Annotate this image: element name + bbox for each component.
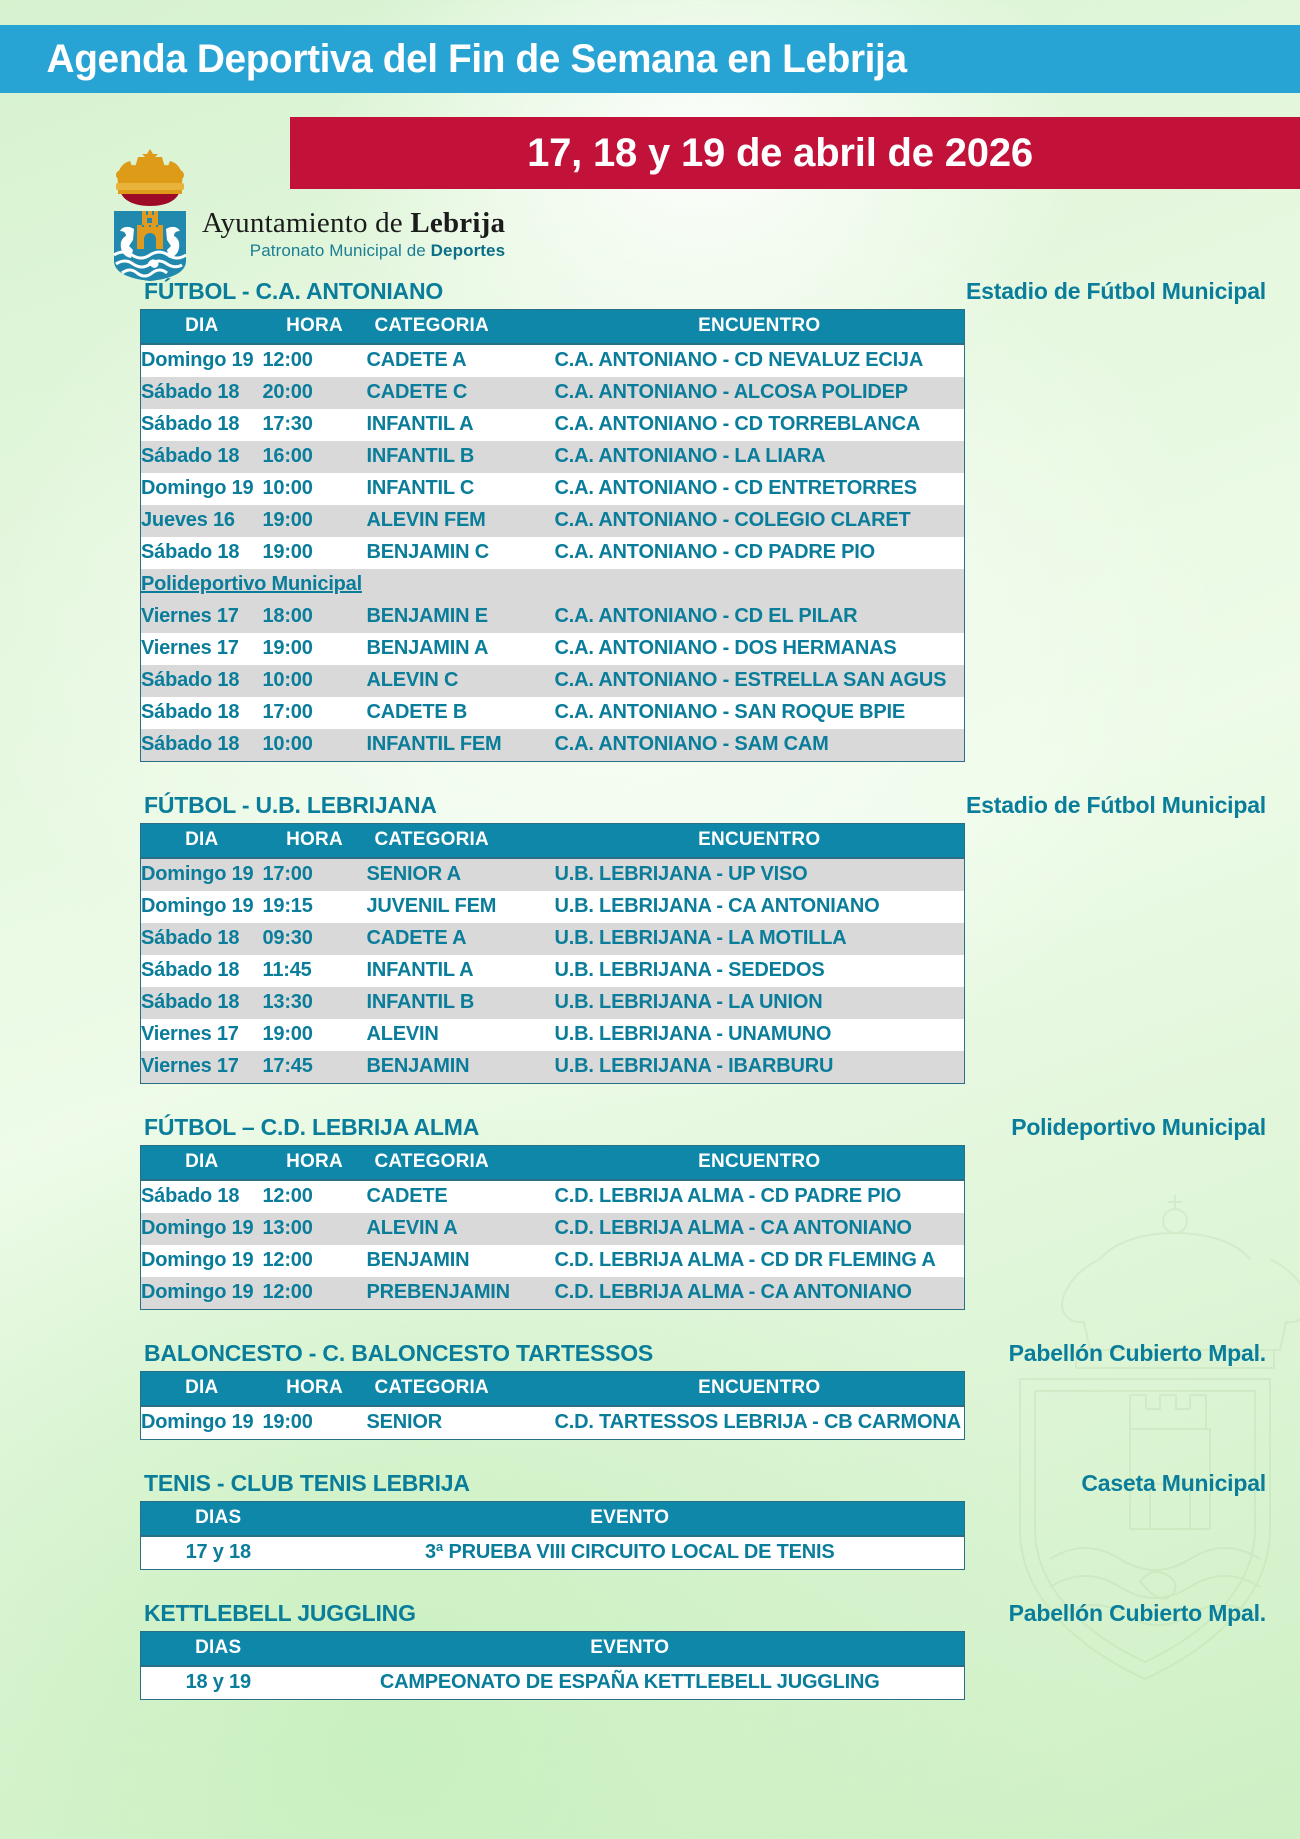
cell-encuentro: C.A. ANTONIANO - ALCOSA POLIDEP <box>555 377 965 409</box>
table-row <box>141 1406 965 1440</box>
cell-dia: Domingo 19 <box>141 349 254 371</box>
table-row <box>141 923 965 955</box>
cell-encuentro: U.B. LEBRIJANA - LA MOTILLA <box>555 923 965 955</box>
cell-encuentro: C.A. ANTONIANO - CD TORREBLANCA <box>554 413 921 435</box>
table-row <box>141 729 965 762</box>
column-header-hora: HORA <box>263 1372 367 1407</box>
cell-hora: 12:00 <box>262 1185 313 1207</box>
cell-encuentro: U.B. LEBRIJANA - CA ANTONIANO <box>554 895 880 917</box>
cell-dia: Sábado 18 <box>141 541 240 563</box>
cell-hora: 11:45 <box>262 959 312 981</box>
table-row <box>141 377 965 409</box>
column-header-enc: ENCUENTRO <box>555 824 965 859</box>
table-header-row <box>141 310 965 345</box>
table-row <box>141 987 965 1019</box>
date-text: 17, 18 y 19 de abril de 2026 <box>527 130 1033 175</box>
cell-dia: Viernes 17 <box>141 1023 239 1045</box>
cell-hora: 19:00 <box>262 637 313 659</box>
section-venue: Polideportivo Municipal <box>1011 1114 1266 1140</box>
column-header-cat: CATEGORIA <box>367 1146 555 1181</box>
agenda-table <box>140 1501 965 1570</box>
cell-encuentro: C.A. ANTONIANO - CD EL PILAR <box>555 601 965 633</box>
table-row <box>141 505 965 537</box>
cell-hora: 18:00 <box>263 601 367 633</box>
column-header-cat: CATEGORIA <box>367 824 555 859</box>
cell-hora: 19:00 <box>262 541 313 563</box>
cell-dia: Domingo 19 <box>141 858 263 891</box>
table-row <box>141 1213 965 1245</box>
brand-line-2: Patronato Municipal de Deportes <box>249 241 506 260</box>
cell-dia: Sábado 18 <box>141 1185 240 1207</box>
cell-categoria: CADETE B <box>366 701 468 723</box>
agenda-table <box>140 1145 965 1310</box>
table-row <box>141 1245 965 1277</box>
cell-dia: Sábado 18 <box>141 729 263 762</box>
cell-dia: Sábado 18 <box>141 959 240 981</box>
cell-encuentro: C.A. ANTONIANO - LA LIARA <box>555 441 965 473</box>
agenda-section <box>0 1470 1300 1570</box>
section-venue: Estadio de Fútbol Municipal <box>966 792 1266 818</box>
cell-hora: 12:00 <box>262 349 313 371</box>
agenda-table <box>140 1631 965 1700</box>
table-header-row <box>141 1502 965 1537</box>
cell-dia: Domingo 19 <box>141 477 254 499</box>
lebrija-coat-of-arms-icon <box>104 143 196 281</box>
cell-categoria: BENJAMIN <box>367 1051 555 1084</box>
agenda-table <box>140 1371 965 1440</box>
table-row <box>141 955 965 987</box>
section-venue: Caseta Municipal <box>1081 1470 1266 1496</box>
cell-categoria: INFANTIL A <box>366 413 474 435</box>
column-header-enc: ENCUENTRO <box>555 1146 965 1181</box>
cell-hora: 17:00 <box>263 858 367 891</box>
agenda-table <box>140 309 965 762</box>
cell-dia: Sábado 18 <box>141 413 240 435</box>
cell-hora: 10:00 <box>262 477 313 499</box>
section-header <box>0 1600 1300 1627</box>
column-header-hora: HORA <box>263 310 367 345</box>
cell-categoria: INFANTIL B <box>367 441 555 473</box>
cell-dia: Viernes 17 <box>141 1051 263 1084</box>
table-header-row <box>141 824 965 859</box>
cell-encuentro: C.A. ANTONIANO - SAN ROQUE BPIE <box>554 701 905 723</box>
cell-dia: Domingo 19 <box>141 1249 254 1271</box>
table-row <box>141 473 965 505</box>
section-title: KETTLEBELL JUGGLING <box>144 1600 416 1626</box>
column-header-event: EVENTO <box>296 1502 965 1537</box>
cell-categoria: CADETE A <box>367 923 555 955</box>
table-row <box>141 1536 965 1570</box>
table-row <box>141 665 965 697</box>
cell-encuentro: U.B. LEBRIJANA - LA UNION <box>555 987 965 1019</box>
table-row <box>141 441 965 473</box>
cell-dias: 17 y 18 <box>185 1541 251 1563</box>
table-row <box>141 633 965 665</box>
column-header-hora: HORA <box>263 824 367 859</box>
cell-dia: Jueves 16 <box>141 505 263 537</box>
cell-hora: 19:00 <box>263 505 367 537</box>
cell-encuentro: C.D. LEBRIJA ALMA - CA ANTONIANO <box>555 1213 965 1245</box>
cell-dia: Domingo 19 <box>141 895 254 917</box>
section-title: BALONCESTO - C. BALONCESTO TARTESSOS <box>144 1340 654 1366</box>
cell-hora: 19:00 <box>262 1023 313 1045</box>
cell-encuentro: C.D. LEBRIJA ALMA - CA ANTONIANO <box>555 1277 965 1310</box>
cell-categoria: PREBENJAMIN <box>367 1277 555 1310</box>
section-header <box>0 792 1300 819</box>
section-title: FÚTBOL - C.A. ANTONIANO <box>144 278 444 304</box>
table-header-row <box>141 1372 965 1407</box>
agenda-section <box>0 1340 1300 1440</box>
column-header-cat: CATEGORIA <box>367 310 555 345</box>
cell-dia: Viernes 17 <box>141 601 263 633</box>
cell-categoria: BENJAMIN A <box>366 637 489 659</box>
page-title: Agenda Deportiva del Fin de Semana en Lebrija <box>46 36 907 81</box>
section-venue: Pabellón Cubierto Mpal. <box>1008 1340 1266 1366</box>
column-header-event: EVENTO <box>296 1632 965 1667</box>
cell-categoria: INFANTIL B <box>367 987 555 1019</box>
cell-categoria: CADETE <box>366 1185 448 1207</box>
cell-dia: Domingo 19 <box>141 1411 254 1433</box>
table-row <box>141 1019 965 1051</box>
column-header-hora: HORA <box>263 1146 367 1181</box>
cell-categoria: ALEVIN A <box>367 1213 555 1245</box>
cell-dia: Domingo 19 <box>141 1277 263 1310</box>
cell-encuentro: C.A. ANTONIANO - CD ENTRETORRES <box>554 477 917 499</box>
table-row <box>141 1666 965 1700</box>
section-header <box>0 278 1300 305</box>
cell-encuentro: C.D. TARTESSOS LEBRIJA - CB CARMONA <box>554 1411 961 1433</box>
section-header <box>0 1340 1300 1367</box>
column-header-enc: ENCUENTRO <box>555 1372 965 1407</box>
cell-categoria: BENJAMIN E <box>367 601 555 633</box>
cell-categoria: ALEVIN <box>366 1023 439 1045</box>
cell-categoria: BENJAMIN <box>366 1249 470 1271</box>
cell-dia: Sábado 18 <box>141 701 240 723</box>
agenda-section <box>0 278 1300 762</box>
cell-hora: 09:30 <box>263 923 367 955</box>
cell-evento: 3ª PRUEBA VIII CIRCUITO LOCAL DE TENIS <box>425 1541 835 1563</box>
table-row <box>141 858 965 891</box>
cell-dia: Domingo 19 <box>141 1213 263 1245</box>
cell-dia: Sábado 18 <box>141 665 263 697</box>
page-title-bar <box>0 25 1300 93</box>
column-header-cat: CATEGORIA <box>367 1372 555 1407</box>
cell-categoria: ALEVIN C <box>367 665 555 697</box>
section-title: FÚTBOL - U.B. LEBRIJANA <box>144 792 437 818</box>
cell-encuentro: C.A. ANTONIANO - ESTRELLA SAN AGUS <box>555 665 965 697</box>
cell-hora: 17:00 <box>262 701 313 723</box>
cell-encuentro: U.B. LEBRIJANA - IBARBURU <box>555 1051 965 1084</box>
cell-dia: Sábado 18 <box>141 441 263 473</box>
cell-categoria: INFANTIL C <box>366 477 475 499</box>
cell-dia: Viernes 17 <box>141 637 239 659</box>
cell-hora: 13:00 <box>263 1213 367 1245</box>
column-header-dias: DIAS <box>141 1502 296 1537</box>
table-row <box>141 601 965 633</box>
cell-hora: 13:30 <box>263 987 367 1019</box>
column-header-dia: DIA <box>141 310 263 345</box>
section-venue: Estadio de Fútbol Municipal <box>966 278 1266 304</box>
cell-dias: 18 y 19 <box>185 1671 251 1693</box>
cell-hora: 19:15 <box>262 895 313 917</box>
subheader-label: Polideportivo Municipal <box>141 569 965 601</box>
ayuntamiento-logo <box>104 143 505 281</box>
cell-encuentro: C.D. LEBRIJA ALMA - CD DR FLEMING A <box>554 1249 936 1271</box>
cell-categoria: CADETE A <box>366 349 467 371</box>
cell-hora: 12:00 <box>263 1277 367 1310</box>
section-header <box>0 1114 1300 1141</box>
section-title: TENIS - CLUB TENIS LEBRIJA <box>144 1470 470 1496</box>
cell-encuentro: C.D. LEBRIJA ALMA - CD PADRE PIO <box>554 1185 902 1207</box>
cell-hora: 10:00 <box>263 729 367 762</box>
cell-dia: Sábado 18 <box>141 987 263 1019</box>
column-header-dias: DIAS <box>141 1632 296 1667</box>
cell-categoria: SENIOR A <box>367 858 555 891</box>
cell-encuentro: C.A. ANTONIANO - COLEGIO CLARET <box>555 505 965 537</box>
cell-hora: 10:00 <box>263 665 367 697</box>
cell-encuentro: C.A. ANTONIANO - DOS HERMANAS <box>554 637 897 659</box>
cell-hora: 20:00 <box>263 377 367 409</box>
agenda-section <box>0 1600 1300 1700</box>
column-header-dia: DIA <box>141 824 263 859</box>
section-venue: Pabellón Cubierto Mpal. <box>1008 1600 1266 1626</box>
cell-hora: 19:00 <box>262 1411 313 1433</box>
brand-line-1: Ayuntamiento de Lebrija <box>202 207 506 239</box>
section-title: FÚTBOL – C.D. LEBRIJA ALMA <box>144 1114 480 1140</box>
cell-encuentro: C.A. ANTONIANO - CD PADRE PIO <box>554 541 876 563</box>
section-header <box>0 1470 1300 1497</box>
table-row <box>141 697 965 729</box>
table-row <box>141 409 965 441</box>
cell-categoria: JUVENIL FEM <box>366 895 497 917</box>
table-row <box>141 537 965 569</box>
column-header-enc: ENCUENTRO <box>555 310 965 345</box>
table-row <box>141 344 965 377</box>
cell-dia: Sábado 18 <box>141 923 263 955</box>
cell-categoria: ALEVIN FEM <box>367 505 555 537</box>
column-header-dia: DIA <box>141 1372 263 1407</box>
table-row <box>141 1051 965 1084</box>
cell-hora: 12:00 <box>262 1249 313 1271</box>
cell-categoria: BENJAMIN C <box>366 541 489 563</box>
agenda-content <box>0 278 1300 1730</box>
cell-categoria: CADETE C <box>367 377 555 409</box>
table-subheader-row <box>141 569 965 601</box>
table-header-row <box>141 1632 965 1667</box>
cell-dia: Sábado 18 <box>141 377 263 409</box>
cell-encuentro: C.A. ANTONIANO - SAM CAM <box>555 729 965 762</box>
cell-hora: 17:45 <box>263 1051 367 1084</box>
agenda-section <box>0 1114 1300 1310</box>
cell-encuentro: U.B. LEBRIJANA - UP VISO <box>555 858 965 891</box>
column-header-dia: DIA <box>141 1146 263 1181</box>
agenda-table <box>140 823 965 1084</box>
table-header-row <box>141 1146 965 1181</box>
cell-categoria: SENIOR <box>366 1411 442 1433</box>
table-row <box>141 1180 965 1213</box>
agenda-section <box>0 792 1300 1084</box>
cell-encuentro: U.B. LEBRIJANA - SEDEDOS <box>554 959 825 981</box>
cell-encuentro: U.B. LEBRIJANA - UNAMUNO <box>554 1023 832 1045</box>
table-row <box>141 891 965 923</box>
table-row <box>141 1277 965 1310</box>
cell-categoria: INFANTIL A <box>366 959 474 981</box>
cell-hora: 17:30 <box>262 413 313 435</box>
cell-categoria: INFANTIL FEM <box>367 729 555 762</box>
cell-evento: CAMPEONATO DE ESPAÑA KETTLEBELL JUGGLING <box>379 1671 880 1693</box>
cell-hora: 16:00 <box>263 441 367 473</box>
cell-encuentro: C.A. ANTONIANO - CD NEVALUZ ECIJA <box>554 349 924 371</box>
